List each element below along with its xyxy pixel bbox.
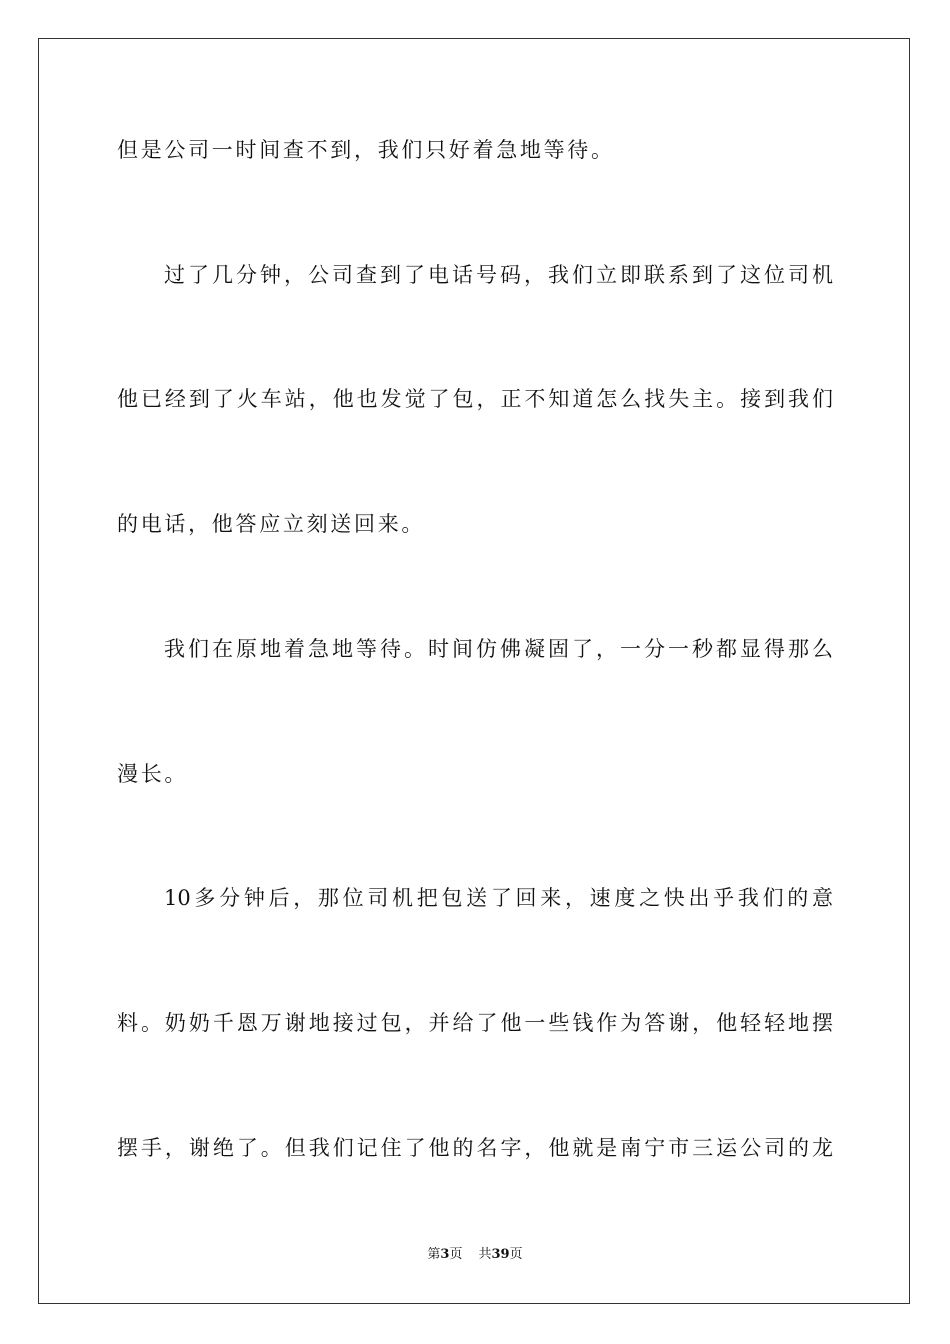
text-line-5: 我们在原地着急地等待。时间仿佛凝固了，一分一秒都显得那么 — [164, 637, 833, 661]
footer-page-prefix: 第 — [427, 1247, 441, 1262]
page-border — [38, 38, 910, 1304]
text-line-9: 摆手，谢绝了。但我们记住了他的名字，他就是南宁市三运公司的龙 — [117, 1136, 833, 1160]
text-line-8: 料。奶奶千恩万谢地接过包，并给了他一些钱作为答谢，他轻轻地摆 — [117, 1011, 833, 1035]
footer-total-prefix: 共 — [478, 1247, 492, 1262]
page-footer — [0, 1246, 950, 1264]
text-line-7: 10多分钟后，那位司机把包送了回来，速度之快出乎我们的意 — [164, 886, 833, 910]
footer-page-current: 3 — [440, 1247, 450, 1262]
text-line-1: 但是公司一时间查不到，我们只好着急地等待。 — [117, 138, 615, 162]
footer-page-total: 39 — [491, 1247, 510, 1262]
footer-total-suffix: 页 — [509, 1247, 523, 1262]
text-line-3: 他已经到了火车站，他也发觉了包，正不知道怎么找失主。接到我们 — [117, 387, 833, 411]
text-line-4: 的电话，他答应立刻送回来。 — [117, 512, 426, 536]
text-line-6: 漫长。 — [117, 762, 189, 786]
footer-page-suffix: 页 — [449, 1247, 463, 1262]
text-line-2: 过了几分钟，公司查到了电话号码，我们立即联系到了这位司机 — [164, 263, 833, 287]
